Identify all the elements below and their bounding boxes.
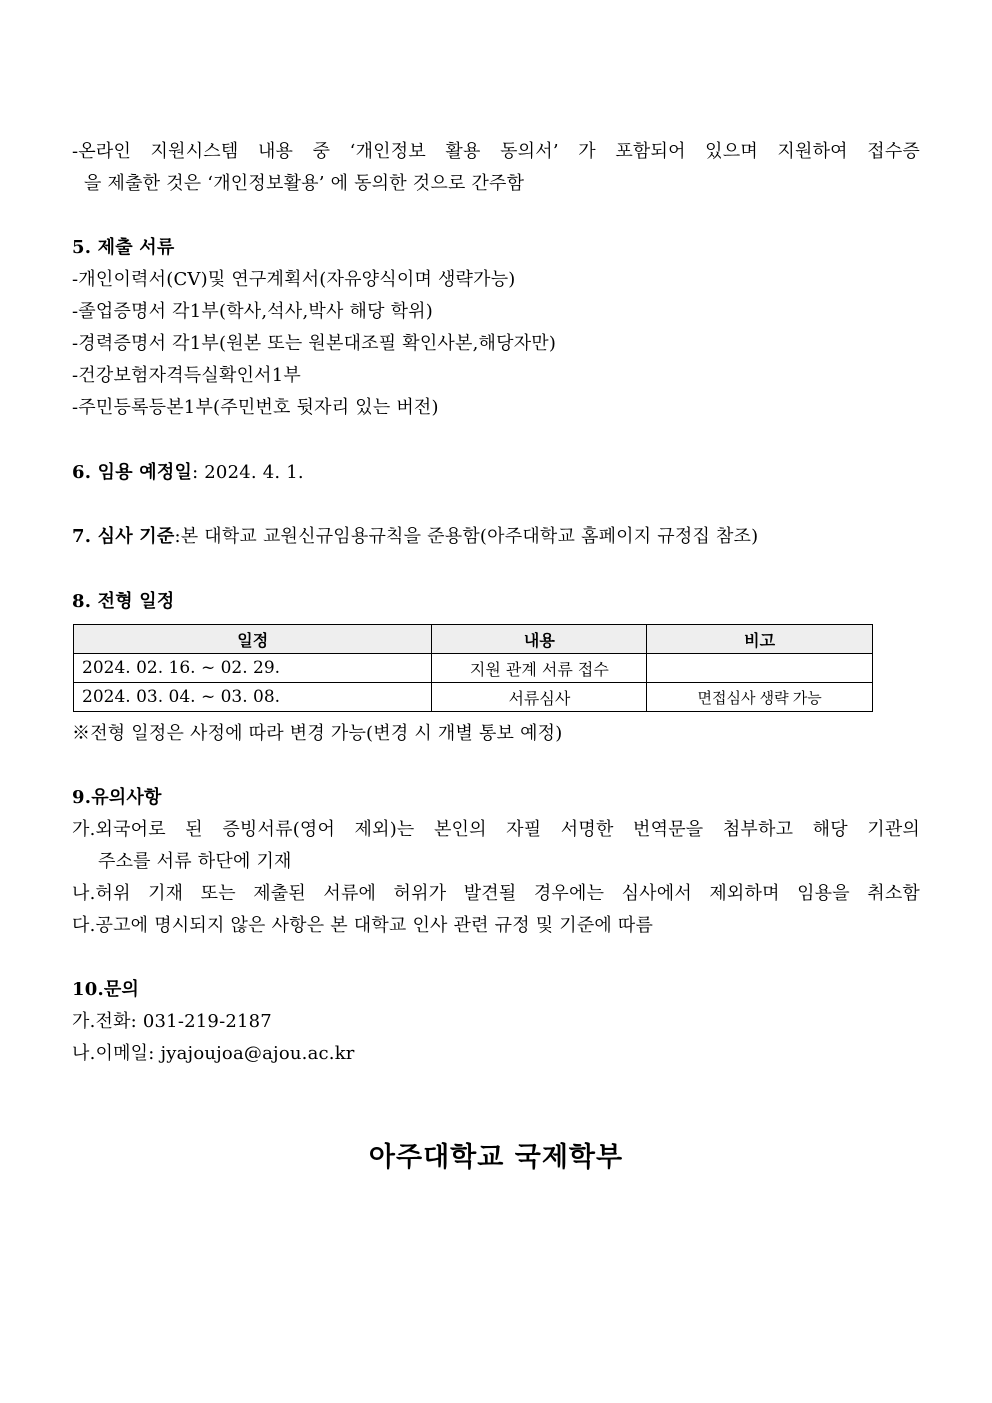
section-6 — [72, 461, 304, 485]
table-row — [74, 654, 873, 683]
section-7-heading: 7. 심사 기준 — [72, 526, 175, 547]
schedule-date-cell: 2024. 03. 04. ~ 03. 08. — [74, 683, 432, 712]
schedule-content-cell: 서류심사 — [432, 683, 647, 712]
section-5-item: -경력증명서 각1부(원본 또는 원본대조필 확인사본,해당자만) — [72, 333, 557, 354]
notice-item-ga-line-1: 가.외국어로 된 증빙서류(영어 제외)는 본인의 자필 서명한 번역문을 첨부하고 해당 기관의 — [72, 819, 920, 840]
schedule-remarks-cell: 면접심사 생략 가능 — [647, 683, 873, 712]
appointment-date: : 2024. 4. 1. — [192, 462, 304, 483]
notice-item-na: 나.허위 기재 또는 제출된 서류에 허위가 발견될 경우에는 심사에서 제외하며 임용을 취소함 — [72, 883, 920, 904]
table-row — [74, 683, 873, 712]
schedule-remarks-cell — [647, 654, 873, 683]
notice-item-ga-line-2: 주소를 서류 하단에 기재 — [98, 851, 292, 872]
section-6-heading: 6. 임용 예정일 — [72, 462, 193, 483]
section-7 — [72, 525, 758, 549]
schedule-table — [73, 624, 873, 712]
issuer-title: 아주대학교 국제학부 — [368, 1142, 624, 1173]
section-10-heading: 10.문의 — [72, 979, 140, 1000]
table-header-remarks: 비고 — [647, 625, 873, 654]
section-9-heading: 9.유의사항 — [72, 787, 162, 808]
contact-email: 나.이메일: jyajoujoa@ajou.ac.kr — [72, 1043, 355, 1064]
section-5-item: -주민등록등본1부(주민번호 뒷자리 있는 버전) — [72, 397, 439, 418]
intro-line-2: 을 제출한 것은 ‘개인정보활용’ 에 동의한 것으로 간주함 — [84, 173, 525, 194]
schedule-content-cell: 지원 관계 서류 접수 — [432, 654, 647, 683]
section-5-item: -개인이력서(CV)및 연구계획서(자유양식이며 생략가능) — [72, 269, 516, 290]
contact-phone: 가.전화: 031-219-2187 — [72, 1011, 272, 1032]
table-header-schedule: 일정 — [74, 625, 432, 654]
table-header-content: 내용 — [432, 625, 647, 654]
schedule-date-cell: 2024. 02. 16. ~ 02. 29. — [74, 654, 432, 683]
review-criteria: :본 대학교 교원신규임용규칙을 준용함(아주대학교 홈페이지 규정집 참조) — [174, 526, 759, 547]
notice-item-da: 다.공고에 명시되지 않은 사항은 본 대학교 인사 관련 규정 및 기준에 따름 — [72, 915, 654, 936]
section-8-heading: 8. 전형 일정 — [72, 591, 175, 612]
table-header-row — [74, 625, 873, 654]
section-5-item: -졸업증명서 각1부(학사,석사,박사 해당 학위) — [72, 301, 433, 322]
schedule-note: ※전형 일정은 사정에 따라 변경 가능(변경 시 개별 통보 예정) — [72, 723, 563, 744]
section-5-item: -건강보험자격득실확인서1부 — [72, 365, 301, 386]
intro-line-1: -온라인 지원시스템 내용 중 ‘개인정보 활용 동의서’ 가 포함되어 있으며 지원하여 접수증 — [72, 141, 920, 162]
section-5-heading: 5. 제출 서류 — [72, 237, 175, 258]
